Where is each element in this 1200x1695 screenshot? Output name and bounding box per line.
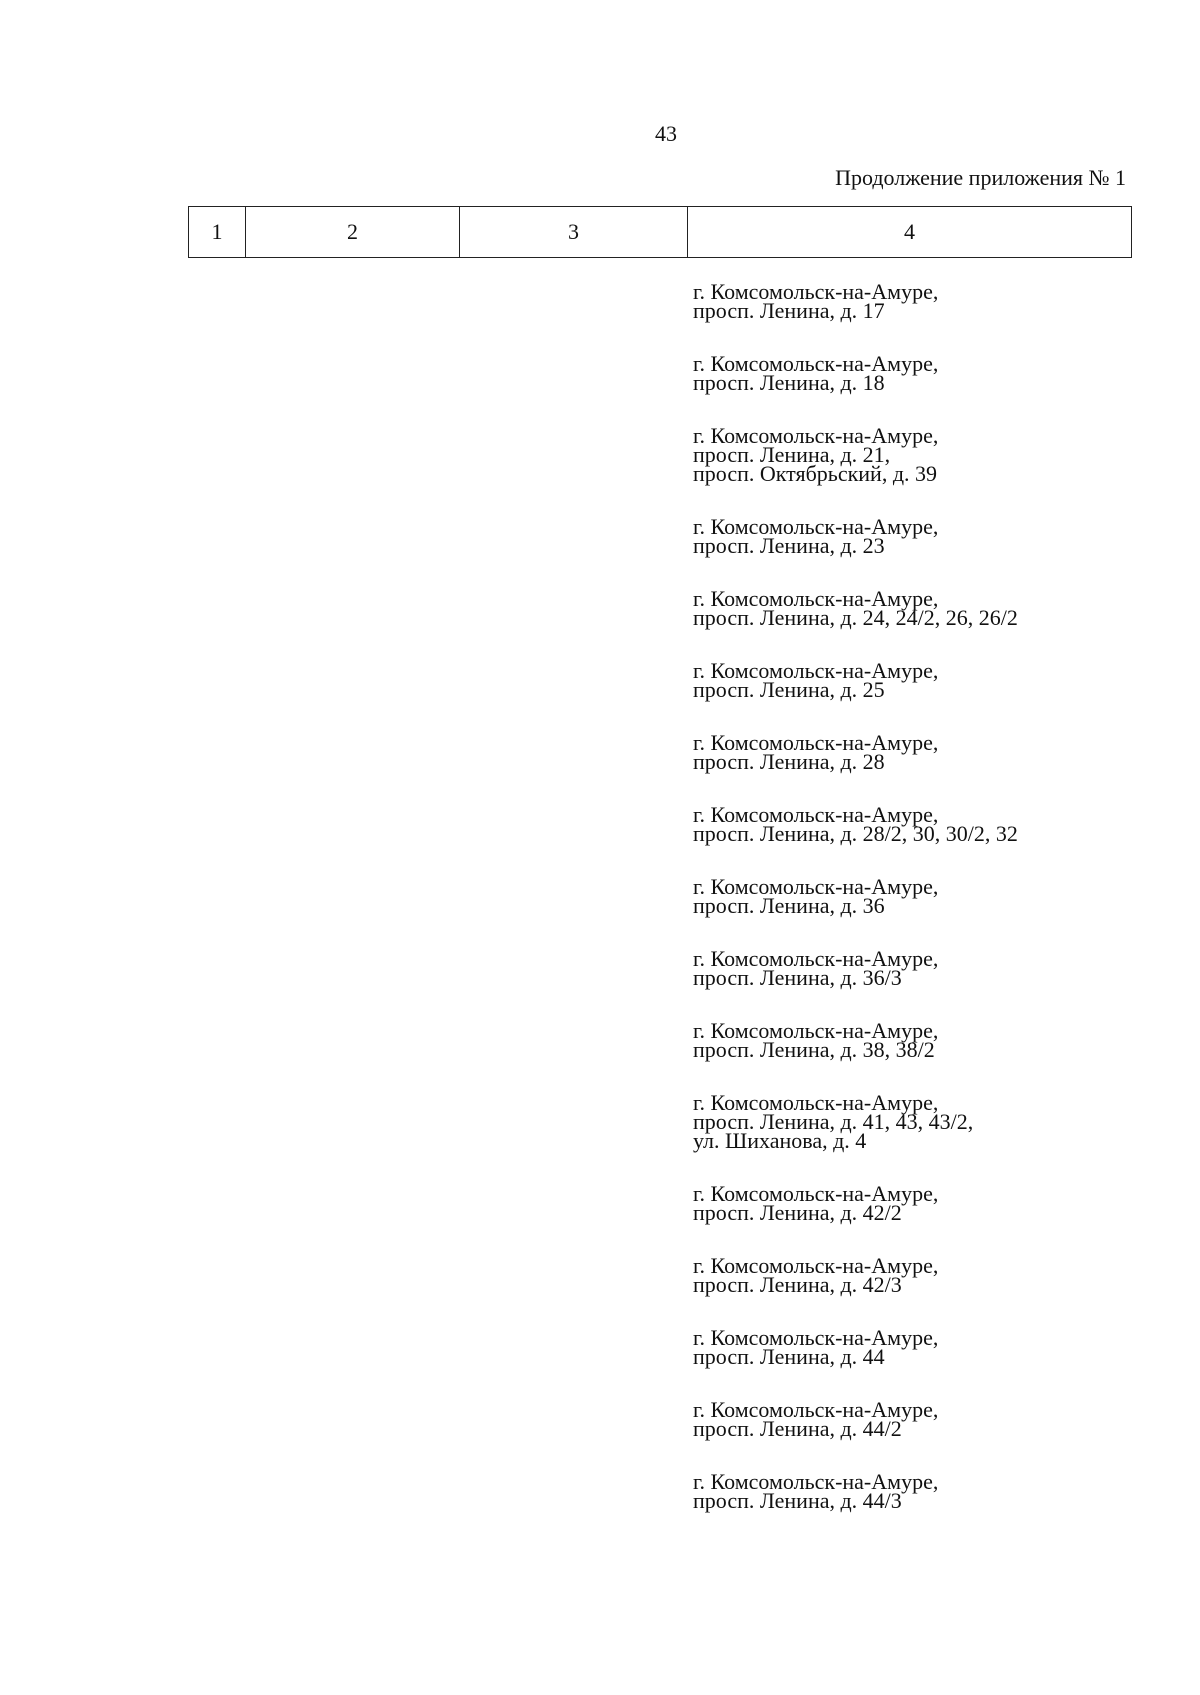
- address-entry: [693, 1181, 1153, 1225]
- address-entry: [693, 1325, 1153, 1369]
- address-entry: [693, 423, 1153, 486]
- address-line: г. Комсомольск-на-Амуре,: [693, 1397, 939, 1422]
- address-line: просп. Ленина, д. 17: [693, 298, 885, 323]
- address-line: просп. Ленина, д. 21,: [693, 442, 891, 467]
- address-line: г. Комсомольск-на-Амуре,: [693, 351, 939, 376]
- address-line: просп. Ленина, д. 36: [693, 893, 885, 918]
- address-line: г. Комсомольск-на-Амуре,: [693, 1325, 939, 1350]
- address-line: просп. Ленина, д. 42/3: [693, 1272, 902, 1297]
- address-entry: [693, 1018, 1153, 1062]
- address-entry: [693, 874, 1153, 918]
- address-line: г. Комсомольск-на-Амуре,: [693, 874, 939, 899]
- address-entry: [693, 802, 1153, 846]
- address-line: г. Комсомольск-на-Амуре,: [693, 1253, 939, 1278]
- address-line: г. Комсомольск-на-Амуре,: [693, 946, 939, 971]
- address-entry: [693, 586, 1153, 630]
- address-line: просп. Ленина, д. 28/2, 30, 30/2, 32: [693, 821, 1018, 846]
- address-entry: [693, 658, 1153, 702]
- address-entry: [693, 1469, 1153, 1513]
- address-entry: [693, 351, 1153, 395]
- address-entry: [693, 946, 1153, 990]
- address-line: просп. Ленина, д. 25: [693, 677, 885, 702]
- address-line: г. Комсомольск-на-Амуре,: [693, 1469, 939, 1494]
- column-header-2: 2: [245, 207, 459, 257]
- address-line: просп. Ленина, д. 42/2: [693, 1200, 902, 1225]
- address-line: г. Комсомольск-на-Амуре,: [693, 423, 939, 448]
- address-line: просп. Ленина, д. 23: [693, 533, 885, 558]
- address-line: просп. Ленина, д. 28: [693, 749, 885, 774]
- address-line: г. Комсомольск-на-Амуре,: [693, 586, 939, 611]
- address-entry: [693, 514, 1153, 558]
- address-line: просп. Октябрьский, д. 39: [693, 461, 938, 486]
- address-line: г. Комсомольск-на-Амуре,: [693, 514, 939, 539]
- table-header-row: [188, 206, 1132, 258]
- address-entry: [693, 1397, 1153, 1441]
- address-line: г. Комсомольск-на-Амуре,: [693, 1090, 939, 1115]
- address-line: просп. Ленина, д. 44/2: [693, 1416, 902, 1441]
- column-header-4: 4: [687, 207, 1131, 257]
- address-line: г. Комсомольск-на-Амуре,: [693, 279, 939, 304]
- address-entry: [693, 730, 1153, 774]
- appendix-continuation-label: Продолжение приложения № 1: [835, 165, 1126, 190]
- address-line: просп. Ленина, д. 18: [693, 370, 885, 395]
- address-line: просп. Ленина, д. 41, 43, 43/2,: [693, 1109, 974, 1134]
- address-line: просп. Ленина, д. 36/3: [693, 965, 902, 990]
- address-line: г. Комсомольск-на-Амуре,: [693, 1018, 939, 1043]
- address-line: г. Комсомольск-на-Амуре,: [693, 658, 939, 683]
- address-line: г. Комсомольск-на-Амуре,: [693, 1181, 939, 1206]
- address-line: просп. Ленина, д. 44/3: [693, 1488, 902, 1513]
- address-line: просп. Ленина, д. 38, 38/2: [693, 1037, 935, 1062]
- column-header-1: 1: [211, 219, 223, 244]
- address-list: [693, 279, 1153, 1544]
- address-line: просп. Ленина, д. 44: [693, 1344, 885, 1369]
- address-line: ул. Шиханова, д. 4: [693, 1128, 867, 1153]
- column-header-3: 3: [459, 207, 687, 257]
- address-entry: [693, 1090, 1153, 1153]
- address-entry: [693, 279, 1153, 323]
- address-line: г. Комсомольск-на-Амуре,: [693, 730, 939, 755]
- address-line: просп. Ленина, д. 24, 24/2, 26, 26/2: [693, 605, 1018, 630]
- page-number: 43: [655, 121, 677, 146]
- address-line: г. Комсомольск-на-Амуре,: [693, 802, 939, 827]
- address-entry: [693, 1253, 1153, 1297]
